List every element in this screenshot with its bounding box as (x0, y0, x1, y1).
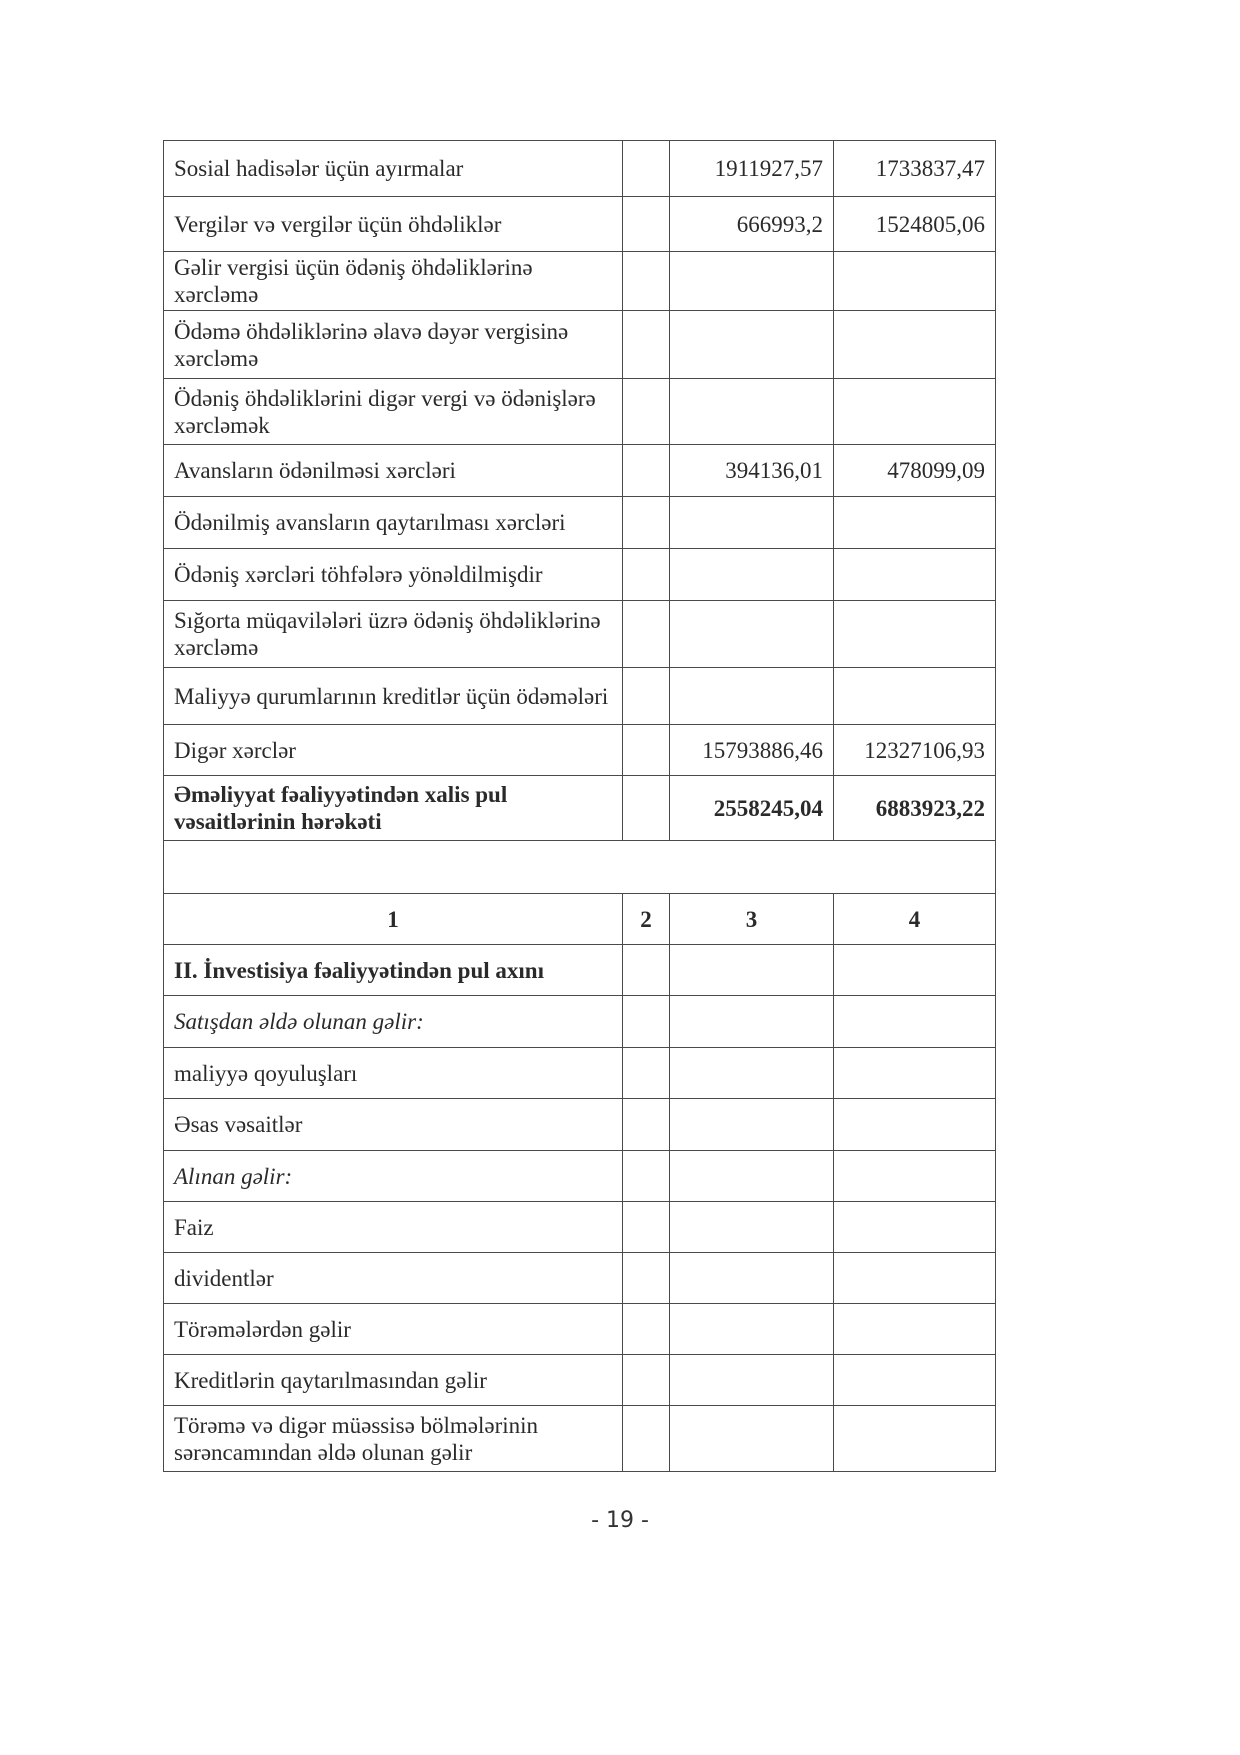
row-value-2019: 2558245,04 (670, 776, 834, 841)
row-value-2018: 6883923,22 (834, 776, 996, 841)
table-row (164, 1048, 996, 1099)
row-value-2018 (834, 311, 996, 379)
cash-flow-table (163, 140, 996, 1472)
row-value-2018: 1733837,47 (834, 141, 996, 197)
empty-cell (834, 1151, 996, 1202)
empty-cell (834, 1406, 996, 1472)
row-value-2019 (670, 549, 834, 601)
row-label: Əməliyyat fəaliyyətindən xalis pul vəsaitlərinin hərəkəti (164, 776, 623, 841)
empty-cell (623, 1202, 670, 1253)
empty-cell (834, 1253, 996, 1304)
column-number: 2 (623, 894, 670, 945)
row-value-2019 (670, 379, 834, 445)
empty-cell (834, 996, 996, 1048)
row-value-2018: 478099,09 (834, 445, 996, 497)
row-value-2019 (670, 497, 834, 549)
column-number-row (164, 894, 996, 945)
row-label: Törəmə və digər müəssisə bölmələrinin sərəncamından əldə olunan gəlir (164, 1406, 623, 1472)
row-value-2018 (834, 379, 996, 445)
row-value-2019: 666993,2 (670, 197, 834, 252)
row-label: Gəlir vergisi üçün ödəniş öhdəliklərinə xərcləmə (164, 252, 623, 311)
empty-cell (670, 1406, 834, 1472)
table-row (164, 445, 996, 497)
row-value-2018: 1524805,06 (834, 197, 996, 252)
row-col2 (623, 379, 670, 445)
empty-cell (623, 1355, 670, 1406)
section-title-row (164, 945, 996, 996)
column-number: 4 (834, 894, 996, 945)
table-row-total (164, 776, 996, 841)
row-value-2018 (834, 549, 996, 601)
section-title: II. İnvestisiya fəaliyyətindən pul axını (164, 945, 623, 996)
row-label: Faiz (164, 1202, 623, 1253)
empty-cell (834, 1048, 996, 1099)
row-label: Alınan gəlir: (164, 1151, 623, 1202)
empty-cell (670, 1151, 834, 1202)
empty-cell (834, 945, 996, 996)
row-label: Digər xərclər (164, 725, 623, 776)
empty-cell (834, 1099, 996, 1151)
row-value-2019 (670, 668, 834, 725)
page-number: - 19 - (591, 1508, 649, 1533)
row-col2 (623, 776, 670, 841)
row-value-2018 (834, 668, 996, 725)
table-row (164, 252, 996, 311)
row-col2 (623, 445, 670, 497)
row-value-2019: 1911927,57 (670, 141, 834, 197)
table-row (164, 1406, 996, 1472)
table-row (164, 379, 996, 445)
table-row (164, 141, 996, 197)
row-label: Törəmələrdən gəlir (164, 1304, 623, 1355)
row-col2 (623, 497, 670, 549)
row-value-2019 (670, 311, 834, 379)
row-col2 (623, 725, 670, 776)
row-value-2019 (670, 252, 834, 311)
empty-cell (623, 1048, 670, 1099)
table-row (164, 1099, 996, 1151)
row-label: Satışdan əldə olunan gəlir: (164, 996, 623, 1048)
row-col2 (623, 252, 670, 311)
row-value-2018 (834, 601, 996, 668)
empty-cell (623, 1304, 670, 1355)
table-row (164, 725, 996, 776)
empty-cell (623, 945, 670, 996)
table-row (164, 549, 996, 601)
row-value-2018 (834, 252, 996, 311)
row-label: maliyyə qoyuluşları (164, 1048, 623, 1099)
row-value-2019: 15793886,46 (670, 725, 834, 776)
empty-cell (670, 1304, 834, 1355)
empty-cell (623, 1151, 670, 1202)
empty-cell (670, 945, 834, 996)
column-number: 1 (164, 894, 623, 945)
empty-cell (623, 1099, 670, 1151)
row-col2 (623, 197, 670, 252)
row-col2 (623, 668, 670, 725)
table-row (164, 1151, 996, 1202)
table-row (164, 497, 996, 549)
empty-cell (623, 1253, 670, 1304)
empty-cell (670, 1355, 834, 1406)
row-col2 (623, 549, 670, 601)
row-label: Ödənilmiş avansların qaytarılması xərcləri (164, 497, 623, 549)
column-number: 3 (670, 894, 834, 945)
row-label: Sosial hadisələr üçün ayırmalar (164, 141, 623, 197)
empty-cell (670, 1202, 834, 1253)
table-row (164, 668, 996, 725)
table-row (164, 311, 996, 379)
row-label: Ödəniş öhdəliklərini digər vergi və ödənişlərə xərcləmək (164, 379, 623, 445)
table-row (164, 1202, 996, 1253)
table-row (164, 1355, 996, 1406)
row-label: dividentlər (164, 1253, 623, 1304)
table-row-empty (164, 841, 996, 894)
row-col2 (623, 601, 670, 668)
row-label: Sığorta müqavilələri üzrə ödəniş öhdəliklərinə xərcləmə (164, 601, 623, 668)
empty-row-cell (164, 841, 996, 894)
table-row (164, 996, 996, 1048)
row-value-2018: 12327106,93 (834, 725, 996, 776)
row-label: Kreditlərin qaytarılmasından gəlir (164, 1355, 623, 1406)
table-row (164, 197, 996, 252)
empty-cell (834, 1355, 996, 1406)
row-col2 (623, 141, 670, 197)
row-label: Əsas vəsaitlər (164, 1099, 623, 1151)
empty-cell (670, 1048, 834, 1099)
row-label: Ödəniş xərcləri töhfələrə yönəldilmişdir (164, 549, 623, 601)
empty-cell (670, 1099, 834, 1151)
table-row (164, 1253, 996, 1304)
empty-cell (623, 1406, 670, 1472)
table-row (164, 1304, 996, 1355)
empty-cell (834, 1202, 996, 1253)
empty-cell (834, 1304, 996, 1355)
row-label: Ödəmə öhdəliklərinə əlavə dəyər vergisinə xərcləmə (164, 311, 623, 379)
row-label: Vergilər və vergilər üçün öhdəliklər (164, 197, 623, 252)
table-row (164, 601, 996, 668)
row-label: Maliyyə qurumlarının kreditlər üçün ödəmələri (164, 668, 623, 725)
empty-cell (670, 1253, 834, 1304)
row-value-2019: 394136,01 (670, 445, 834, 497)
empty-cell (623, 996, 670, 1048)
row-value-2019 (670, 601, 834, 668)
empty-cell (670, 996, 834, 1048)
row-label: Avansların ödənilməsi xərcləri (164, 445, 623, 497)
row-col2 (623, 311, 670, 379)
row-value-2018 (834, 497, 996, 549)
